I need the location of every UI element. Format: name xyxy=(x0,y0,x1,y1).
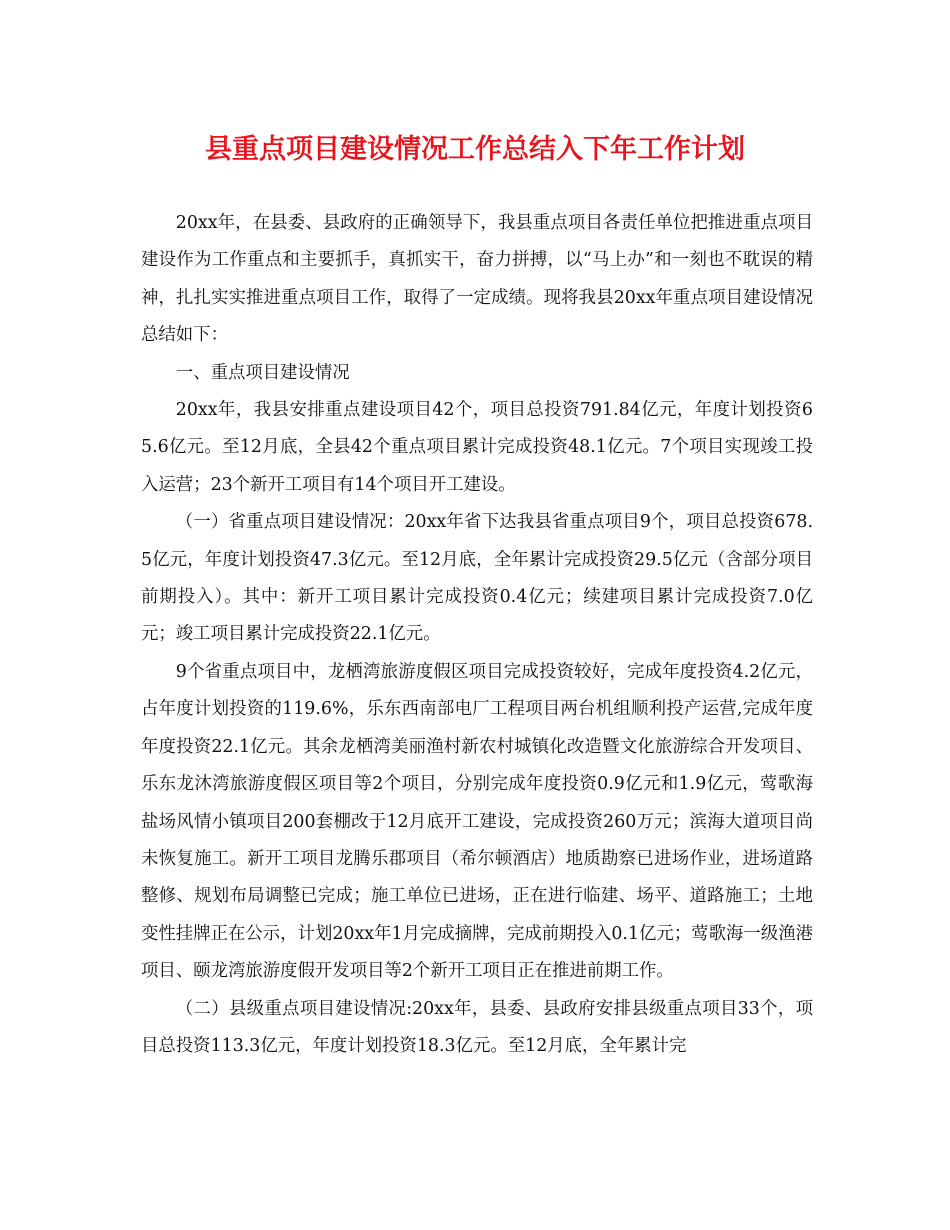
section-heading-1: 一、重点项目建设情况 xyxy=(175,362,350,383)
county-projects-paragraph: （二）县级重点项目建设情况:20xx年，县委、县政府安排县级重点项目33个，项目总投资113.3亿元，年度计划投资18.3亿元。至12月底，全年累计完 xyxy=(141,998,813,1056)
overview-paragraph: 20xx年，我县安排重点建设项目42个，项目总投资791.84亿元，年度计划投资65.6亿元。至12月底，全县42个重点项目累计完成投资48.1亿元。7个项目实现竣工投入运营；23个新开工项目有14个项目开工建设。 xyxy=(141,400,813,495)
intro-paragraph: 20xx年，在县委、县政府的正确领导下，我县重点项目各责任单位把推进重点项目建设作为工作重点和主要抓手，真抓实干，奋力拼搏，以“马上办”和一刻也不耽误的精神，扎扎实实推进重点项目工作，取得了一定成绩。现将我县20xx年重点项目建设情况总结如下： xyxy=(141,213,813,346)
provincial-details-paragraph: 9个省重点项目中，龙栖湾旅游度假区项目完成投资较好，完成年度投资4.2亿元，占年度计划投资的119.6%，乐东西南部电厂工程项目两台机组顺利投产运营,完成年度年度投资22.1亿元。其余龙栖湾美丽渔村新农村城镇化改造暨文化旅游综合开发项目、乐东龙沐湾旅游度假区项目等2个项目，分别完成年度投资0.9亿元和1.9亿元，莺歌海盐场风情小镇项目200套棚改于12月底开工建设，完成投资260万元；滨海大道项目尚未恢复施工。新开工项目龙腾乐郡项目（希尔顿酒店）地质勘察已进场作业，进场道路整修、规划布局调整已完成；施工单位已进场，正在进行临建、场平、道路施工；土地变性挂牌正在公示，计划20xx年1月完成摘牌，完成前期投入0.1亿元；莺歌海一级渔港项目、颐龙湾旅游度假开发项目等2个新开工项目正在推进前期工作。 xyxy=(141,661,813,982)
document-title: 县重点项目建设情况工作总结入下年工作计划 xyxy=(205,134,745,165)
provincial-projects-paragraph: （一）省重点项目建设情况：20xx年省下达我县省重点项目9个，项目总投资678.5亿元，年度计划投资47.3亿元。至12月底，全年累计完成投资29.5亿元（含部分项目前期投入）。其中：新开工项目累计完成投资0.4亿元；续建项目累计完成投资7.0亿元；竣工项目累计完成投资22.1亿元。 xyxy=(141,512,813,645)
document-body xyxy=(141,205,813,1065)
